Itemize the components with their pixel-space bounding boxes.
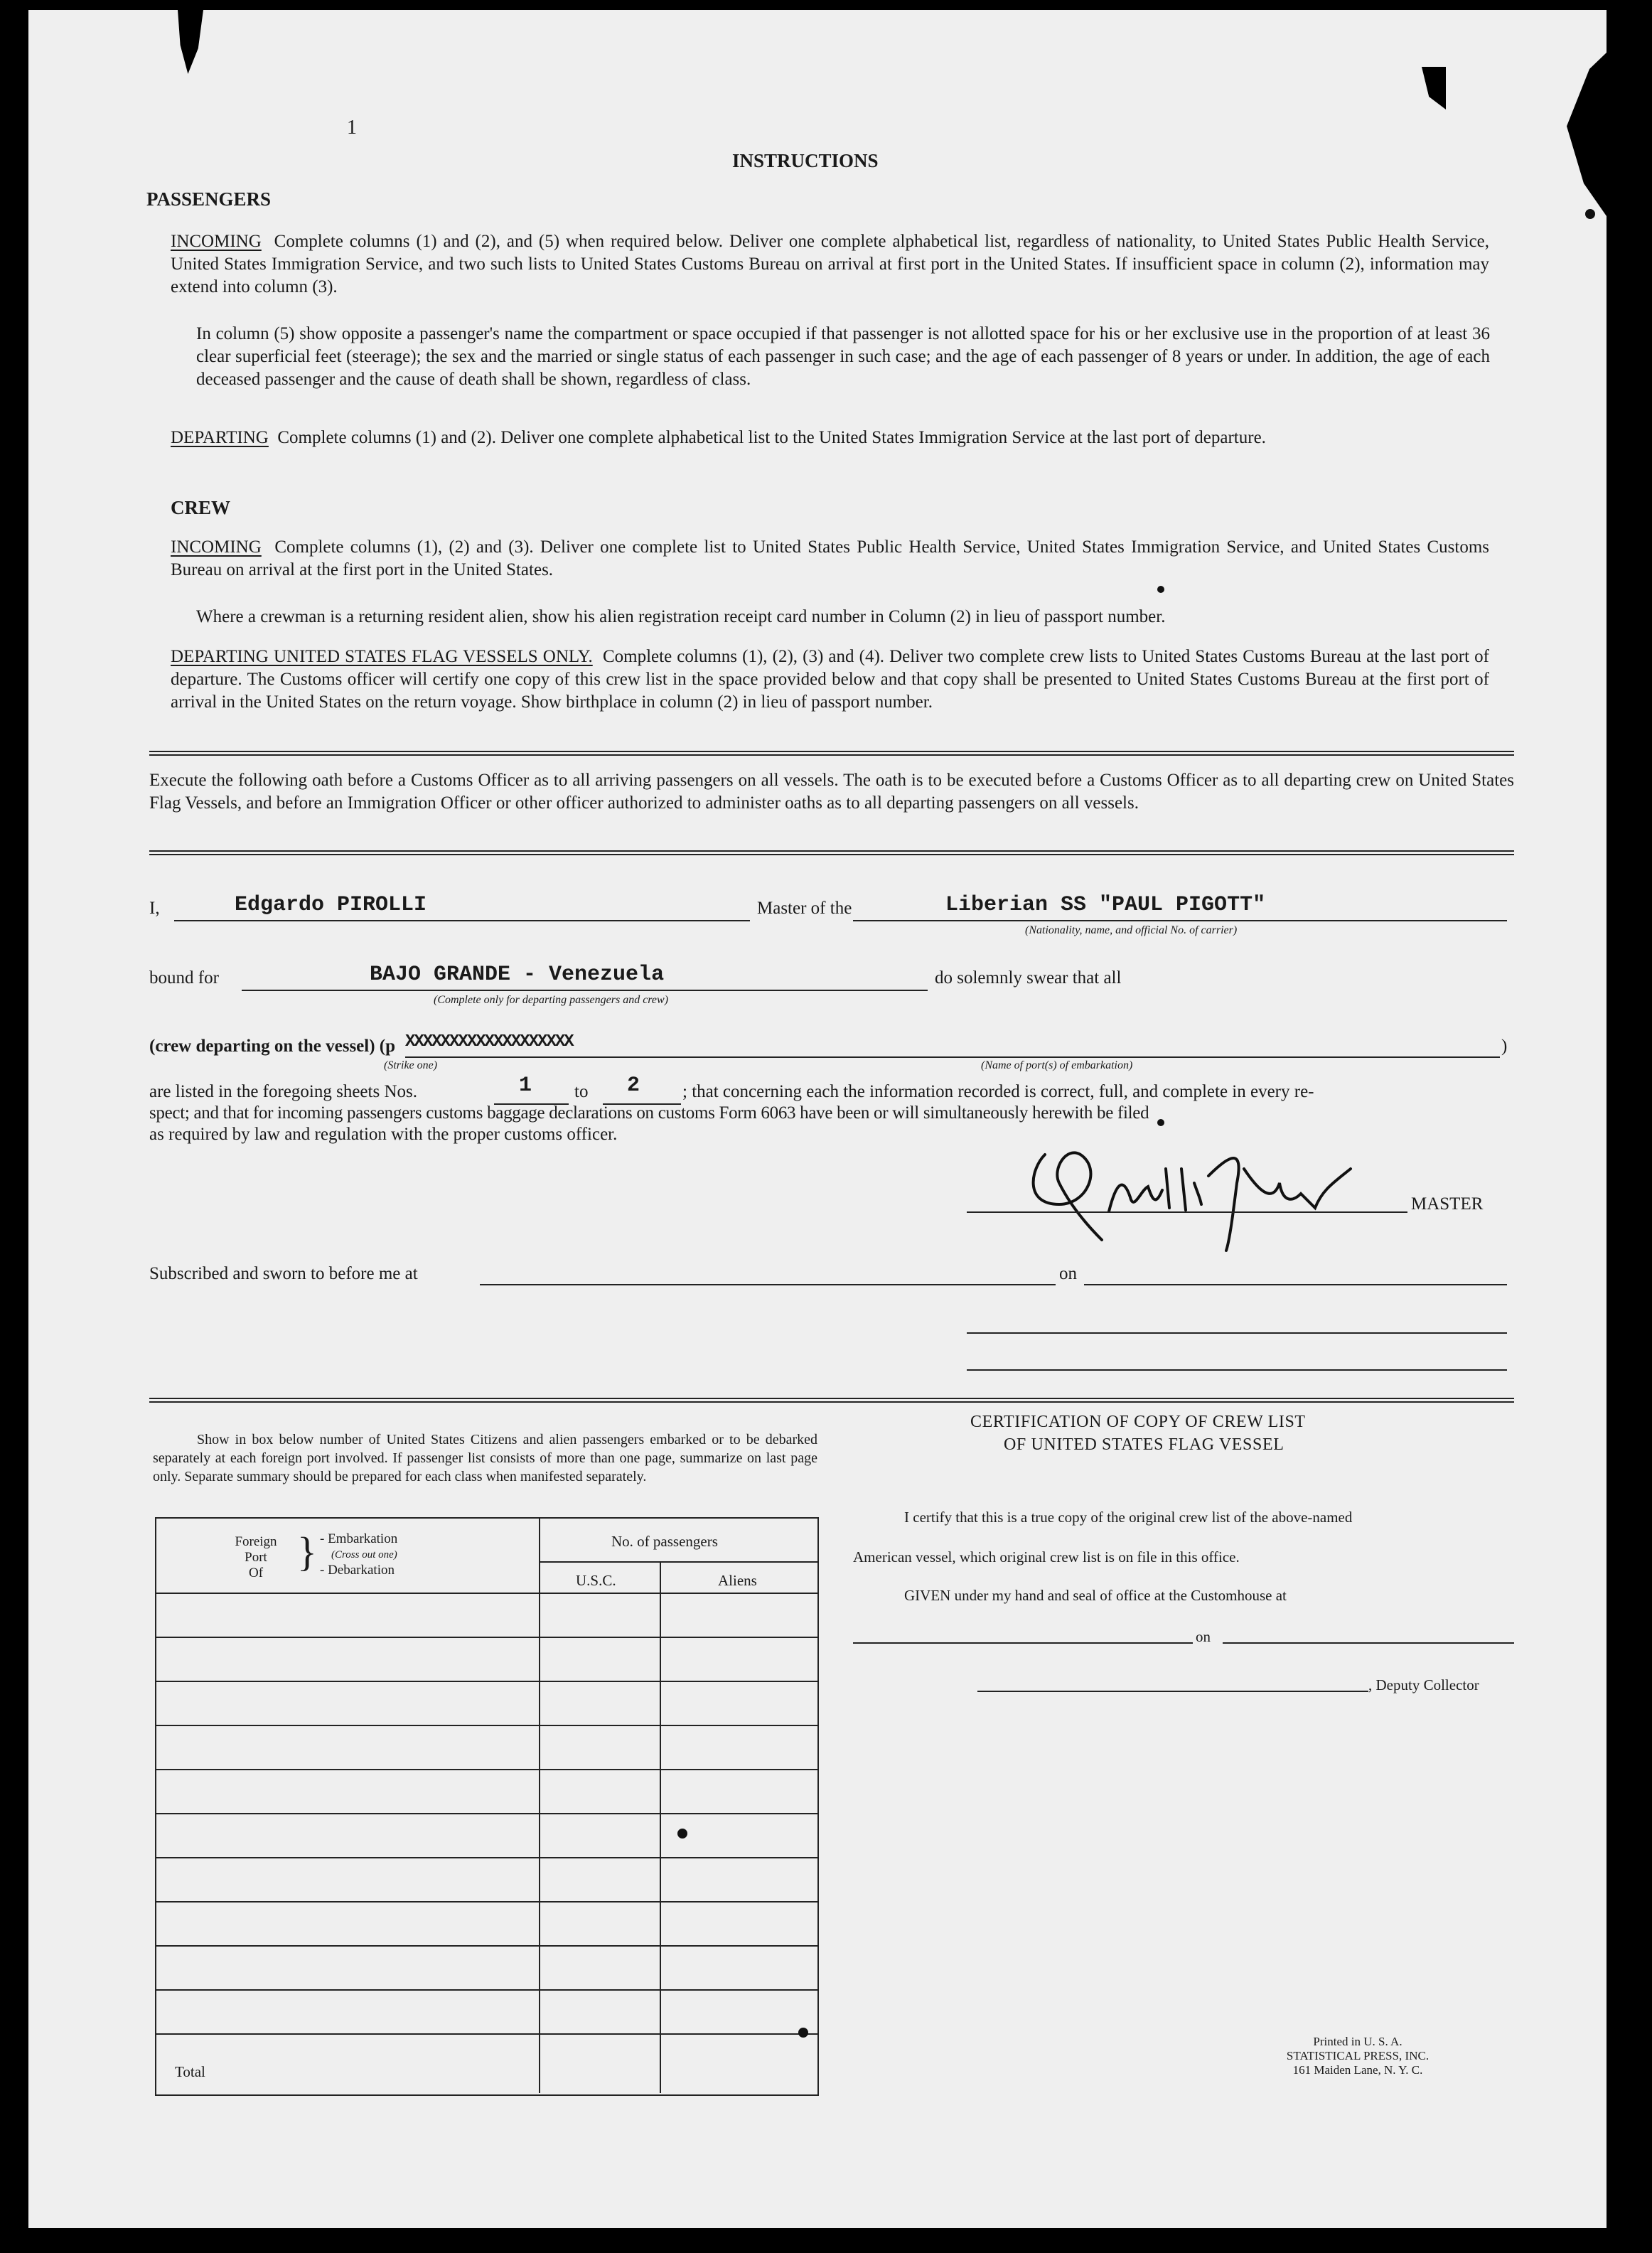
certification-title-line1: CERTIFICATION OF COPY OF CREW LIST [970, 1413, 1306, 1431]
to-label: to [574, 1082, 589, 1101]
table-row [156, 1989, 817, 1991]
strike-hint: (Strike one) [384, 1059, 438, 1071]
master-name-line [174, 920, 750, 921]
passengers-incoming-label: INCOMING [171, 232, 262, 251]
subscribed-date-line [1084, 1284, 1507, 1285]
certify-line2: American vessel, which original crew list is on file in this office. [853, 1548, 1240, 1566]
table-row [156, 1769, 817, 1770]
passengers-heading: PASSENGERS [146, 188, 272, 210]
printer-line1: Printed in U. S. A. [1313, 2035, 1402, 2048]
table-divider-col2 [660, 1561, 661, 2093]
embarkation-port-line [405, 1056, 1500, 1058]
passengers-departing-label: DEPARTING [171, 428, 269, 447]
of-label: Of [248, 1566, 264, 1580]
embarkation-label: - Embarkation [320, 1531, 398, 1546]
punch-hole [1157, 1119, 1164, 1126]
given-text: GIVEN under my hand and seal of office at the Customhouse at [904, 1587, 1287, 1604]
torn-corner-mark [178, 10, 203, 74]
subscribed-place-line [480, 1284, 1056, 1285]
port-label: Port [245, 1550, 267, 1565]
punch-hole [677, 1829, 687, 1839]
master-name-field[interactable]: Edgardo PIROLLI [235, 893, 427, 917]
section-divider [149, 1398, 1514, 1403]
table-row [156, 1945, 817, 1947]
page-number: 1 [347, 117, 357, 139]
swear-label: do solemnly swear that all [935, 968, 1122, 988]
passengers-incoming-paragraph [171, 230, 1489, 299]
instructions-title: INSTRUCTIONS [732, 150, 879, 171]
printer-line3: 161 Maiden Lane, N. Y. C. [1292, 2063, 1423, 2077]
sheet-from-field[interactable]: 1 [519, 1074, 532, 1098]
master-label: MASTER [1411, 1194, 1484, 1214]
passengers-column5-text: In column (5) show opposite a passenger's name the compartment or space occupied if that passenger is not allotted space for his or her exclusive use in the proportion of at least 36 clear superficial feet (steerage); the sex and the married or single status of each passenger in such case; and the age of each passenger of 8 years or under. In addition, the age of each deceased passenger and the cause of death shall be shown, regardless of class. [196, 324, 1490, 389]
total-label: Total [175, 2063, 205, 2080]
destination-field[interactable]: BAJO GRANDE - Venezuela [370, 963, 665, 987]
table-row [156, 1813, 817, 1814]
table-row [156, 1725, 817, 1726]
printer-line2: STATISTICAL PRESS, INC. [1286, 2049, 1430, 2062]
table-row [156, 1637, 817, 1638]
bound-for-label: bound for [149, 968, 219, 988]
statement-part3: as required by law and regulation with the proper customs officer. [149, 1125, 618, 1144]
aliens-header: Aliens [718, 1572, 757, 1589]
crew-incoming-label: INCOMING [171, 537, 262, 557]
foreign-label: Foreign [235, 1534, 277, 1549]
table-row [156, 1901, 817, 1903]
table-row [156, 1681, 817, 1682]
torn-corner-mark [1422, 67, 1446, 109]
statement-part1: ; that concerning each the information recorded is correct, full, and complete in every re- [682, 1082, 1314, 1101]
table-row [156, 1857, 817, 1858]
officer-title-line [967, 1369, 1507, 1371]
vessel-line [853, 920, 1507, 921]
master-signature-line [967, 1211, 1407, 1213]
passengers-incoming-text: Complete columns (1) and (2), and (5) when required below. Deliver one complete alphabetical list, regardless of nationality, to United States Public Health Service, United States Immigration Service, and two such lists to United States Customs Bureau on arrival at first port in the United States. If insufficient space in column (2), information may extend into column (3). [171, 232, 1490, 296]
struck-out-text: XXXXXXXXXXXXXXXXXXX [405, 1032, 573, 1051]
table-row [156, 2033, 817, 2035]
crew-departing-text: (crew departing on the vessel) (p [149, 1037, 396, 1056]
deputy-collector-label: , Deputy Collector [1368, 1676, 1479, 1693]
brace-symbol: } [297, 1529, 317, 1575]
debarkation-label: - Debarkation [320, 1563, 395, 1578]
close-paren: ) [1501, 1037, 1508, 1056]
table-row [156, 1593, 817, 1594]
certification-on-label: on [1196, 1628, 1211, 1645]
subscribed-label: Subscribed and sworn to before me at [149, 1264, 418, 1283]
sheets-label: are listed in the foregoing sheets Nos. [149, 1082, 417, 1101]
customhouse-place-line [853, 1642, 1193, 1644]
certify-line1: I certify that this is a true copy of the original crew list of the above-named [904, 1509, 1353, 1526]
foreign-port-of-header [220, 1534, 291, 1581]
printer-imprint [1265, 2035, 1450, 2077]
embarkation-option [320, 1531, 397, 1578]
cross-out-hint: (Cross out one) [331, 1549, 397, 1561]
punch-hole [1585, 209, 1595, 219]
destination-hint: (Complete only for departing passengers and crew) [434, 994, 669, 1006]
crew-resident-text: Where a crewman is a returning resident alien, show his alien registration receipt card number in Column (2) in lieu of passport number. [196, 607, 1166, 626]
summary-instruction: Show in box below number of United States Citizens and alien passengers embarked or to be debarked separately at each foreign port involved. If passenger list consists of more than one page, summarize on last page only. Separate summary should be prepared for each class when manifested separately. [153, 1432, 817, 1484]
officer-signature-line [967, 1332, 1507, 1334]
deputy-collector-line [977, 1691, 1368, 1692]
master-of-label: Master of the [757, 899, 852, 918]
punch-hole [1157, 586, 1164, 593]
crew-incoming-text: Complete columns (1), (2) and (3). Deliver one complete list to United States Public Health Service, United States Immigration Service, and United States Customs Bureau on arrival at the first port in the United States. [171, 537, 1490, 579]
vessel-field[interactable]: Liberian SS "PAUL PIGOTT" [945, 893, 1266, 917]
oath-i-label: I, [149, 899, 160, 918]
form-sheet [28, 10, 1607, 2228]
certification-date-line [1223, 1642, 1514, 1644]
certification-title-line2: OF UNITED STATES FLAG VESSEL [1004, 1435, 1284, 1454]
no-passengers-header: No. of passengers [611, 1533, 718, 1550]
section-divider [149, 751, 1514, 756]
passenger-summary-table [155, 1517, 819, 2096]
section-divider [149, 850, 1514, 855]
subscribed-on-label: on [1059, 1264, 1077, 1283]
usc-header: U.S.C. [576, 1572, 616, 1589]
port-hint: (Name of port(s) of embarkation) [981, 1059, 1133, 1071]
crew-departing-paragraph [171, 646, 1489, 714]
crew-departing-label [149, 1035, 395, 1058]
punch-hole [798, 2028, 808, 2038]
bleed-through-text [874, 196, 879, 215]
destination-line [242, 990, 928, 991]
passengers-departing-text: Complete columns (1) and (2). Deliver one complete alphabetical list to the United States Immigration Service at the last port of departure. [277, 428, 1266, 447]
crew-departing-label: DEPARTING UNITED STATES FLAG VESSELS ONLY. [171, 647, 593, 666]
vessel-hint: (Nationality, name, and official No. of carrier) [1025, 924, 1238, 936]
crew-heading: CREW [171, 497, 231, 518]
oath-instruction: Execute the following oath before a Customs Officer as to all arriving passengers on all vessels. The oath is to be executed before a Customs Officer as to all departing crew on United States Flag Vessels, and before an Immigration Officer or other officer authorized to administer oaths as to all departing passengers on all vessels. [149, 771, 1514, 813]
sheet-to-field[interactable]: 2 [627, 1074, 640, 1098]
table-divider-col1 [539, 1519, 540, 2093]
passengers-departing-paragraph [171, 427, 1489, 449]
crew-incoming-paragraph [171, 536, 1489, 582]
table-header-split [539, 1561, 817, 1563]
master-signature [1017, 1126, 1386, 1254]
torn-edge-mark [1550, 53, 1607, 216]
statement-part2: spect; and that for incoming passengers customs baggage declarations on customs Form 6063 have been or will simultaneously herewith be filed [149, 1103, 1149, 1123]
crew-departing-text: Complete columns (1), (2), (3) and (4). Deliver two complete crew lists to United States Customs Bureau at the last port of departure. The Customs officer will certify one copy of this crew list in the space provided below and that copy shall be presented to United States Customs Bureau at the first port of arrival in the United States on the return voyage. Show birthplace in column (2) in lieu of passport number. [171, 647, 1489, 712]
